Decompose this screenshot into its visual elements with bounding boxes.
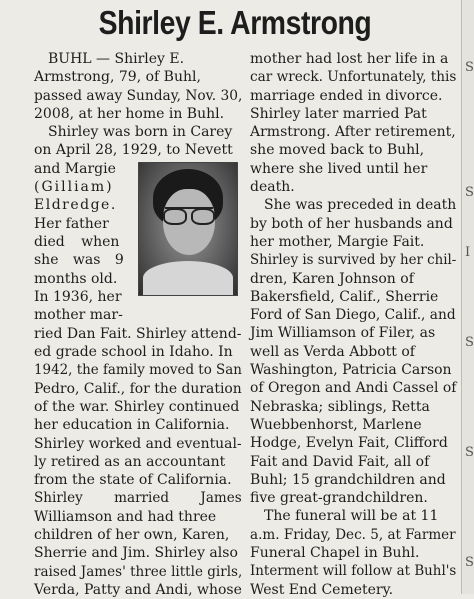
headline: Shirley E. Armstrong — [98, 4, 372, 41]
text-line: mother mar- — [34, 307, 123, 324]
left-column — [34, 50, 242, 599]
text-line: Wuebbenhorst, Marlene — [250, 416, 422, 433]
edge-fragment: S — [465, 185, 474, 200]
beside-photo-text — [34, 160, 134, 325]
text-line: by both of her husbands and — [250, 215, 453, 232]
text-line: Shirley later married Pat — [250, 105, 427, 122]
text-line: a.m. Friday, Dec. 5, at Farmer — [250, 526, 456, 543]
text-line: Shirley was born in Carey — [48, 124, 233, 141]
adjacent-column-edge — [461, 0, 474, 594]
edge-fragment: S — [465, 445, 474, 460]
text-line: of Oregon and Andi Cassel of — [250, 380, 457, 397]
text-line: passed away Sunday, Nov. 30, — [34, 87, 243, 104]
text-line: Funeral Chapel in Buhl. — [250, 545, 420, 562]
text-line: where she lived until her — [250, 160, 428, 177]
text-line: well as Verda Abbott of — [250, 343, 415, 360]
text-line: Shirley worked and eventual- — [34, 435, 242, 452]
text-line: Williamson and had three — [34, 508, 217, 525]
text-line: Washington, Patricia Carson — [250, 362, 452, 379]
edge-fragment: S — [465, 335, 474, 350]
text-line: In 1936, her — [34, 288, 122, 305]
text-line: Eldredge. — [34, 197, 117, 214]
text-line: 2008, at her home in Buhl. — [34, 105, 225, 122]
text-line: The funeral will be at 11 — [264, 508, 439, 525]
text-line: of the war. Shirley continued — [34, 398, 240, 415]
text-line: death. — [250, 179, 295, 196]
portrait-photo — [138, 162, 238, 296]
right-column — [250, 50, 456, 599]
text-line: Shirley is survived by her chil- — [250, 252, 457, 269]
text-line: Nebraska; siblings, Retta — [250, 398, 430, 415]
text-line: her mother, Margie Fait. — [250, 233, 425, 250]
text-line: children of her own, Karen, — [34, 527, 230, 544]
edge-fragment: I — [465, 245, 471, 260]
text-line: ed grade school in Idaho. In — [34, 344, 233, 361]
text-line: Interment will follow at Buhl's — [250, 563, 457, 580]
text-line: Jim Williamson of Filer, as — [250, 325, 436, 342]
text-line: car wreck. Unfortunately, this — [250, 69, 457, 86]
text-line: Verda, Patty and Andi, whose — [34, 581, 242, 598]
text-line: her education in California. — [34, 417, 230, 434]
text-line: Ford of San Diego, Calif., and — [250, 307, 456, 324]
text-line: BUHL — Shirley E. — [48, 51, 185, 67]
text-line: (Gilliam) — [34, 179, 114, 196]
text-line: Armstrong, 79, of Buhl, — [34, 69, 201, 86]
text-line: raised James' three little girls, — [34, 563, 243, 580]
text-line: she was 9 — [34, 252, 124, 269]
text-line: from the state of California. — [34, 472, 232, 489]
text-line: ried Dan Fait. Shirley attend- — [34, 325, 242, 342]
text-line: and Margie — [34, 160, 116, 177]
text-line: Shirley married James — [34, 490, 242, 507]
text-line: months old. — [34, 270, 118, 287]
text-line: 1942, the family moved to San — [34, 362, 242, 379]
text-line: on April 28, 1929, to Nevett — [34, 142, 233, 159]
text-line: Her father — [34, 215, 109, 232]
text-line: Armstrong. After retirement, — [250, 124, 456, 141]
text-line: Hodge, Evelyn Fait, Clifford — [250, 435, 448, 452]
edge-fragment: S — [465, 60, 474, 75]
edge-fragment: S — [465, 555, 474, 570]
photo-block — [34, 160, 242, 325]
text-line: Pedro, Calif., for the duration — [34, 380, 242, 397]
text-line: She was preceded in death — [264, 197, 457, 214]
text-line: she moved back to Buhl, — [250, 142, 425, 159]
text-line: died when — [34, 233, 120, 250]
portrait-image — [138, 162, 238, 296]
text-line: marriage ended in divorce. — [250, 87, 443, 104]
text-line: West End Cemetery. — [250, 581, 394, 598]
text-line: mother had lost her life in a — [250, 51, 449, 67]
text-line: Sherrie and Jim. Shirley also — [34, 545, 238, 562]
text-line: five great-grandchildren. — [250, 490, 428, 507]
text-line: dren, Karen Johnson of — [250, 270, 414, 287]
text-line: Fait and David Fait, all of — [250, 453, 430, 470]
glasses-shape — [165, 207, 213, 223]
text-line: Bakersfield, Calif., Sherrie — [250, 288, 439, 305]
text-line: ly retired as an accountant — [34, 453, 226, 470]
text-line: Buhl; 15 grandchildren and — [250, 471, 446, 488]
